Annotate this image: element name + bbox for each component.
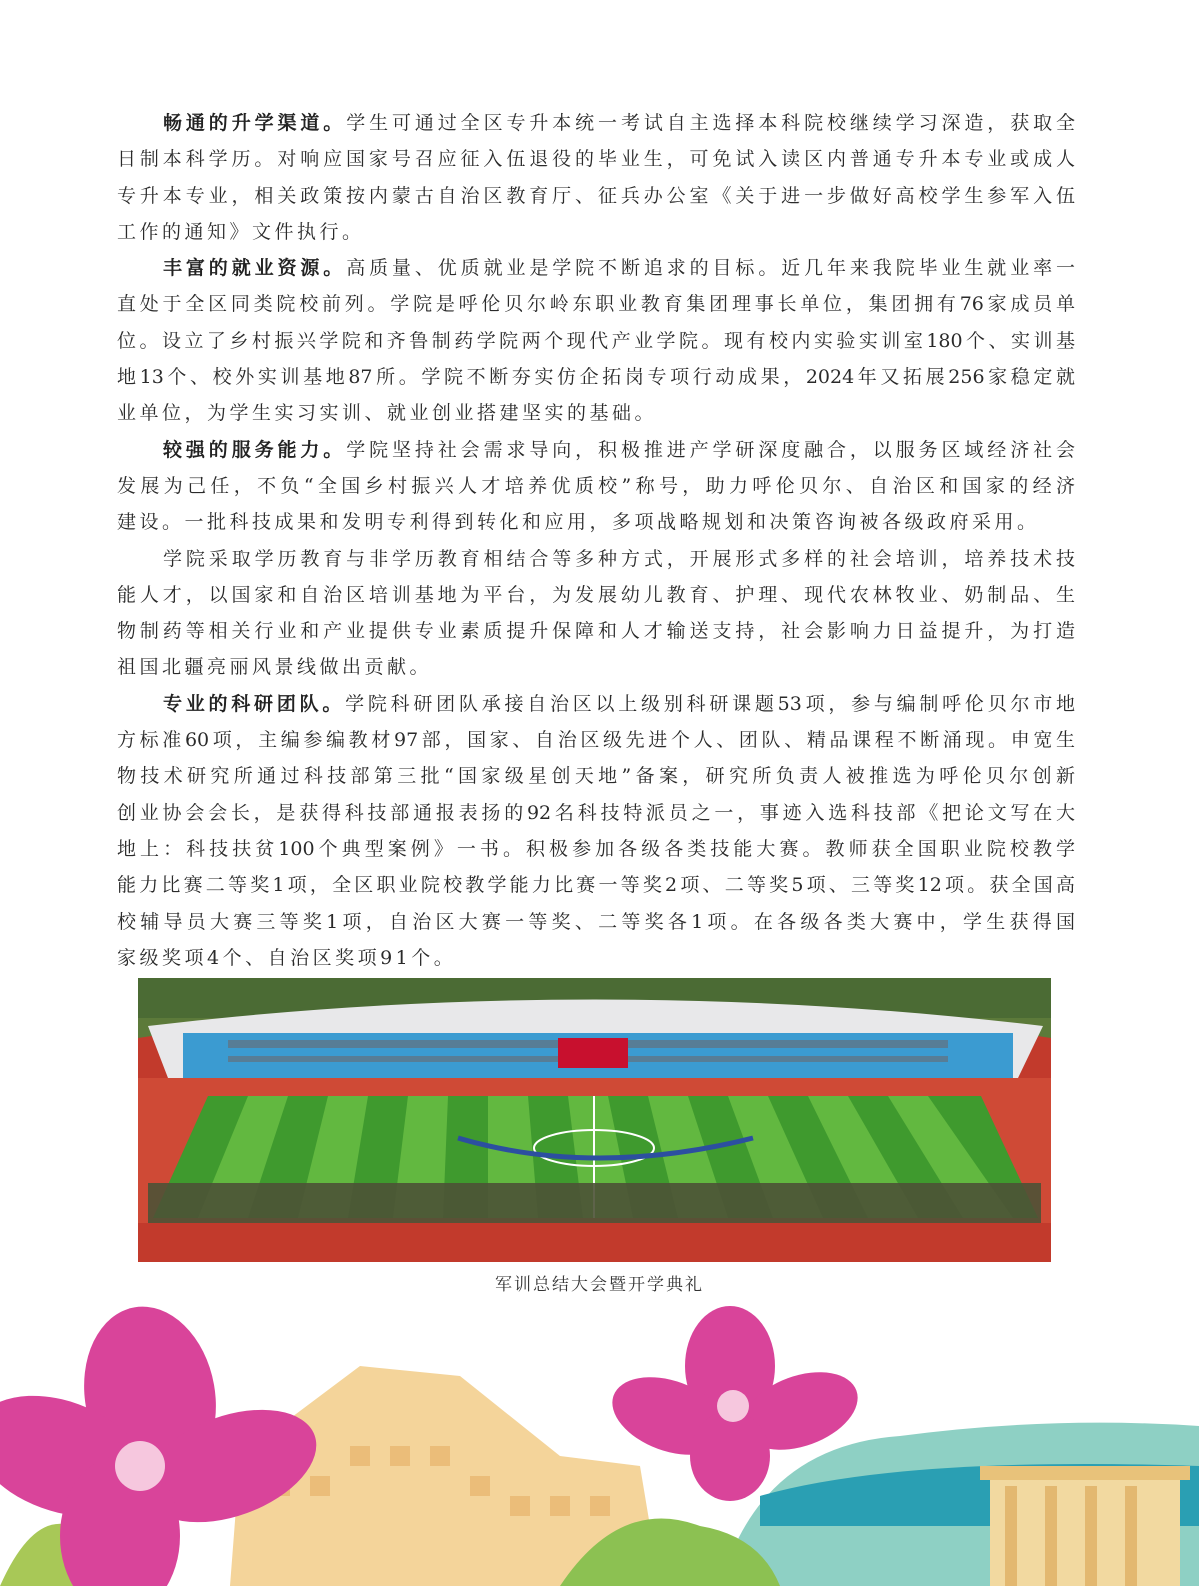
text-line (117, 178, 1075, 214)
line-text: 方标准60项，主编参编教材97部，国家、自治区级先进个人、团队、精品课程不断涌现。申宽生 (117, 729, 1075, 752)
text-line (117, 613, 1075, 649)
line-text: 学院采取学历教育与非学历教育相结合等多种方式，开展形式多样的社会培训，培养技术技 (163, 547, 1075, 570)
text-line (117, 468, 1075, 504)
paragraph (117, 432, 1075, 541)
line-text: 建设。一批科技成果和发明专利得到转化和应用，多项战略规划和决策咨询被各级政府采用。 (117, 511, 1040, 534)
line-text: 工作的通知》文件执行。 (117, 220, 365, 243)
line-text: 日制本科学历。对响应国家号召应征入伍退役的毕业生，可免试入读区内普通专升本专业或成人 (117, 148, 1075, 171)
text-line (117, 541, 1075, 577)
text-line (117, 722, 1075, 758)
paragraph-heading: 畅通的升学渠道。 (163, 112, 347, 134)
article-body (117, 105, 1075, 976)
text-line (117, 831, 1075, 867)
line-text: 专升本专业，相关政策按内蒙古自治区教育厅、征兵办公室《关于进一步做好高校学生参军入伍 (117, 184, 1075, 207)
line-text: 家级奖项4个、自治区奖项91个。 (117, 946, 457, 969)
line-text: 物制药等相关行业和产业提供专业素质提升保障和人才输送支持，社会影响力日益提升，为打造 (117, 620, 1075, 643)
text-line (117, 940, 1075, 976)
text-line (117, 758, 1075, 794)
line-text: 发展为己任，不负“全国乡村振兴人才培养优质校”称号，助力呼伦贝尔、自治区和国家的经济 (117, 474, 1075, 497)
line-text: 位。设立了乡村振兴学院和齐鲁制药学院两个现代产业学院。现有校内实验实训室180个、实训基 (117, 329, 1075, 352)
text-line (117, 577, 1075, 613)
paragraph-heading: 丰富的就业资源。 (163, 257, 347, 280)
text-line (117, 432, 1075, 468)
paragraph-heading: 较强的服务能力。 (163, 438, 347, 461)
text-line (117, 286, 1075, 322)
paragraph (117, 541, 1075, 686)
line-text: 学院坚持社会需求导向，积极推进产学研深度融合，以服务区域经济社会 (346, 438, 1075, 461)
line-text: 学院科研团队承接自治区以上级别科研课题53项，参与编制呼伦贝尔市地 (345, 692, 1075, 715)
text-line (117, 867, 1075, 903)
text-line (117, 214, 1075, 250)
text-line (117, 795, 1075, 831)
decorative-footer-illustration (0, 1296, 1199, 1586)
line-text: 校辅导员大赛三等奖1项，自治区大赛一等奖、二等奖各1项。在各级各类大赛中，学生获得国 (117, 910, 1075, 933)
paragraph (117, 686, 1075, 976)
text-line (117, 250, 1075, 286)
text-line (117, 141, 1075, 177)
line-text: 能力比赛二等奖1项，全区职业院校教学能力比赛一等奖2项、二等奖5项、三等奖12项。获全国高 (117, 874, 1075, 897)
line-text: 地上：科技扶贫100个典型案例》一书。积极参加各级各类技能大赛。教师获全国职业院校教学 (117, 837, 1075, 860)
text-line (117, 105, 1075, 141)
text-line (117, 504, 1075, 540)
photo-caption: 军训总结大会暨开学典礼 (495, 1275, 704, 1295)
flowers-and-buildings-illustration (0, 1296, 1199, 1586)
text-line (117, 323, 1075, 359)
line-text: 地13个、校外实训基地87所。学院不断夯实仿企拓岗专项行动成果，2024年又拓展256家稳定就 (117, 366, 1075, 389)
line-text: 业单位，为学生实习实训、就业创业搭建坚实的基础。 (117, 402, 658, 425)
text-line (117, 359, 1075, 395)
line-text: 直处于全区同类院校前列。学院是呼伦贝尔岭东职业教育集团理事长单位，集团拥有76家成员单 (117, 293, 1075, 316)
stadium-illustration (138, 978, 1051, 1262)
text-line (117, 649, 1075, 685)
text-line (117, 686, 1075, 722)
paragraph (117, 105, 1075, 250)
line-text: 学生可通过全区专升本统一考试自主选择本科院校继续学习深造，获取全 (346, 112, 1075, 134)
line-text: 能人才，以国家和自治区培训基地为平台，为发展幼儿教育、护理、现代农林牧业、奶制品、生 (117, 583, 1075, 606)
paragraph-heading: 专业的科研团队。 (163, 692, 346, 715)
text-line (117, 395, 1075, 431)
paragraph (117, 250, 1075, 431)
stadium-photo (138, 978, 1051, 1262)
line-text: 高质量、优质就业是学院不断追求的目标。近几年来我院毕业生就业率一 (346, 257, 1075, 280)
line-text: 祖国北疆亮丽风景线做出贡献。 (117, 656, 433, 679)
line-text: 创业协会会长，是获得科技部通报表扬的92名科技特派员之一，事迹入选科技部《把论文写在大 (117, 801, 1075, 824)
text-line (117, 904, 1075, 940)
line-text: 物技术研究所通过科技部第三批“国家级星创天地”备案，研究所负责人被推选为呼伦贝尔创新 (117, 765, 1075, 788)
